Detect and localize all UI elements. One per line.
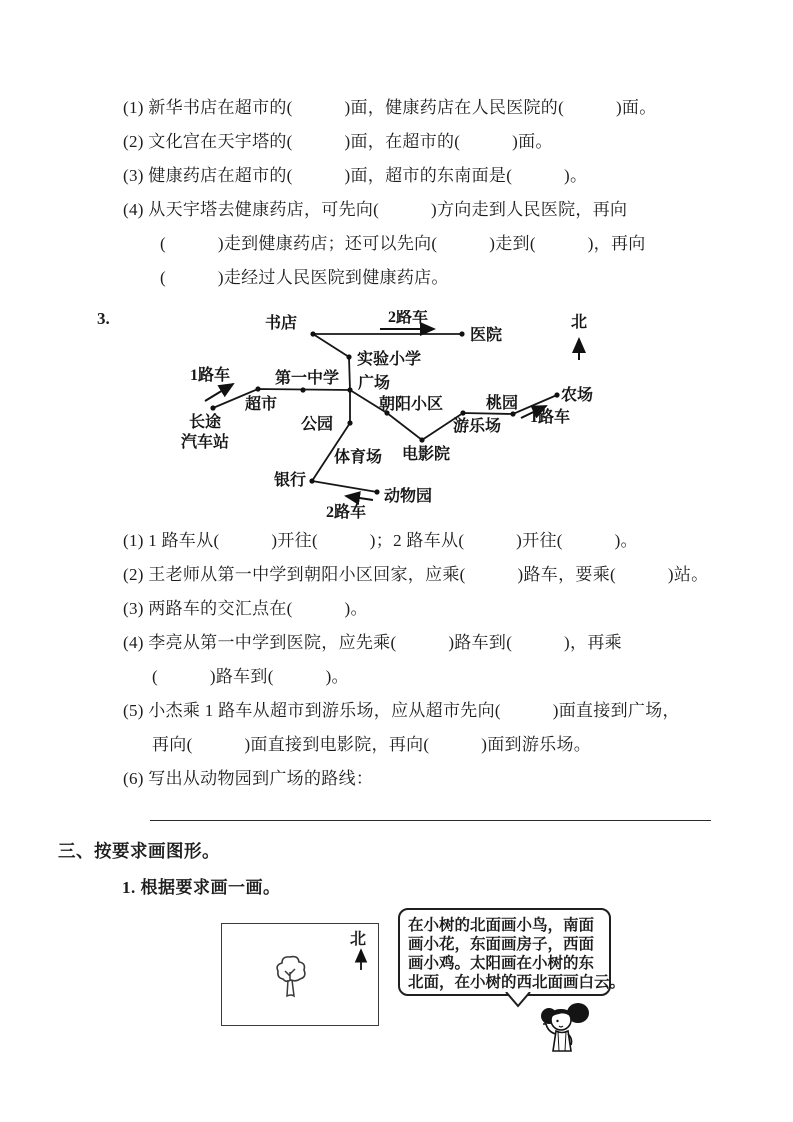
bus2-arrow-bottom bbox=[346, 496, 373, 500]
map-label-playground: 游乐场 bbox=[452, 418, 502, 435]
question-line: ( )走经过人民医院到健康药店。 bbox=[160, 268, 449, 287]
question-line: ( )路车到( )。 bbox=[152, 667, 349, 686]
bus-route-map bbox=[150, 310, 620, 528]
drawing-box bbox=[221, 923, 379, 1026]
bubble-text: 画小鸡。太阳画在小树的东 bbox=[408, 955, 595, 972]
box-north-label: 北 bbox=[350, 931, 367, 948]
speech-bubble-tail bbox=[502, 992, 534, 1010]
map-label-cinema: 电影院 bbox=[401, 446, 451, 463]
question-line: (4) 从天宇塔去健康药店，可先向( )方向走到人民医院，再向 bbox=[123, 200, 628, 219]
map-label-farm: 农场 bbox=[561, 387, 594, 404]
section-heading: 三、按要求画图形。 bbox=[58, 841, 220, 861]
bus1-label-right: 1路车 bbox=[529, 409, 571, 426]
map-label-park: 公园 bbox=[300, 416, 334, 433]
question-line: (3) 健康药店在超市的( )面，超市的东南面是( )。 bbox=[123, 166, 588, 185]
question-line: ( )走到健康药店；还可以先向( )走到( )，再向 bbox=[160, 234, 646, 253]
bubble-text: 画小花，东面画房子，西面 bbox=[408, 936, 595, 953]
question-line: (2) 文化宫在天宇塔的( )面，在超市的( )面。 bbox=[123, 132, 553, 151]
question-line: (3) 两路车的交汇点在( )。 bbox=[123, 599, 368, 618]
map-label-bus-station-2: 汽车站 bbox=[180, 434, 230, 451]
map-label-chaoyang: 朝阳小区 bbox=[379, 396, 444, 413]
map-label-square: 广场 bbox=[358, 375, 391, 392]
map-label-middle-school: 第一中学 bbox=[274, 370, 340, 387]
bus1-label-left: 1路车 bbox=[189, 367, 231, 384]
bubble-text: 北面，在小树的西北面画白云。 bbox=[408, 974, 626, 991]
question-line: (1) 1 路车从( )开往( )；2 路车从( )开往( )。 bbox=[123, 531, 638, 550]
speech-bubble bbox=[398, 908, 626, 996]
box-north-arrow bbox=[354, 944, 368, 972]
bus2-label-bottom: 2路车 bbox=[325, 504, 367, 521]
bus1-arrow-left bbox=[205, 384, 233, 401]
map-north-label: 北 bbox=[570, 314, 588, 331]
question-line: (1) 新华书店在超市的( )面，健康药店在人民医院的( )面。 bbox=[123, 98, 657, 117]
map-label-stadium: 体育场 bbox=[334, 449, 383, 466]
map-label-exp-school: 实验小学 bbox=[357, 351, 422, 368]
section-item: 1. 根据要求画一画。 bbox=[122, 878, 281, 897]
map-label-peach-garden: 桃园 bbox=[485, 395, 519, 412]
question-line: (5) 小杰乘 1 路车从超市到游乐场，应从超市先向( )面直接到广场， bbox=[123, 701, 680, 720]
map-label-zoo: 动物园 bbox=[384, 488, 433, 505]
map-label-hospital: 医院 bbox=[470, 327, 503, 344]
bus2-label-top: 2路车 bbox=[387, 310, 429, 326]
bubble-text: 在小树的北面画小鸟，南面 bbox=[408, 917, 595, 934]
girl-character bbox=[536, 1001, 598, 1063]
question-line: (4) 李亮从第一中学到医院，应先乘( )路车到( )，再乘 bbox=[123, 633, 622, 652]
question-line: (2) 王老师从第一中学到朝阳小区回家，应乘( )路车，要乘( )站。 bbox=[123, 565, 709, 584]
map-label-bookstore: 书店 bbox=[264, 315, 298, 332]
map-label-bank: 银行 bbox=[273, 472, 306, 489]
map-label-supermarket: 超市 bbox=[244, 396, 278, 413]
question-line: (6) 写出从动物园到广场的路线： bbox=[123, 769, 374, 788]
answer-blank-line bbox=[150, 800, 711, 821]
question-number: 3. bbox=[97, 309, 110, 328]
tree-icon bbox=[274, 954, 308, 1000]
map-label-bus-station-1: 长途 bbox=[188, 414, 222, 431]
question-line: 再向( )面直接到电影院，再向( )面到游乐场。 bbox=[152, 735, 592, 754]
